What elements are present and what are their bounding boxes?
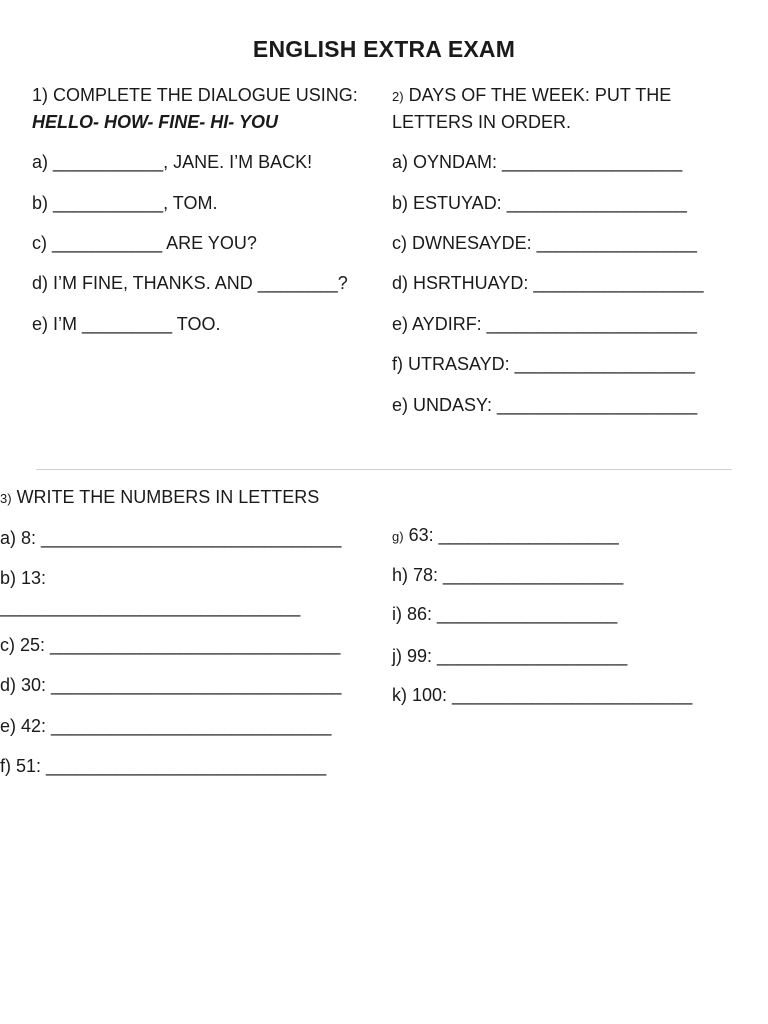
day-item-b: b) ESTUYAD: __________________ (392, 193, 687, 213)
number-item-b: b) 13: (0, 568, 47, 588)
section-2-heading-text: DAYS OF THE WEEK: PUT THE (403, 85, 672, 105)
dialogue-item-a: a) ___________, JANE. I’M BACK! (32, 152, 313, 172)
exam-title: ENGLISH EXTRA EXAM (252, 36, 516, 62)
section-2-number: 2) (392, 89, 404, 104)
section-3-number: 3) (0, 491, 12, 506)
section-1-heading (32, 84, 358, 106)
day-item-c: c) DWNESAYDE: ________________ (392, 233, 697, 253)
section-1-number: 1) (32, 85, 49, 105)
number-item-b-line: ______________________________ (0, 597, 301, 617)
day-item-d: d) HSRTHUAYD: _________________ (392, 273, 704, 293)
number-item-j: j) 99: ___________________ (392, 646, 628, 666)
number-item-e: e) 42: ____________________________ (0, 716, 332, 736)
dialogue-item-e: e) I’M _________ TOO. (32, 314, 221, 334)
number-item-g (392, 524, 619, 548)
number-item-c: c) 25: _____________________________ (0, 635, 341, 655)
day-item-e: e) AYDIRF: _____________________ (392, 314, 697, 334)
number-item-k: k) 100: ________________________ (392, 685, 693, 705)
dialogue-item-b: b) ___________, TOM. (32, 193, 218, 213)
day-item-g: e) UNDASY: ____________________ (392, 395, 698, 415)
number-item-h: h) 78: __________________ (392, 565, 624, 585)
section-2-heading-line2: LETTERS IN ORDER. (392, 112, 572, 132)
section-3-heading-text: WRITE THE NUMBERS IN LETTERS (11, 487, 320, 507)
dialogue-item-d: d) I’M FINE, THANKS. AND ________? (32, 273, 348, 293)
number-item-f: f) 51: ____________________________ (0, 756, 327, 776)
number-item-i: i) 86: __________________ (392, 604, 618, 624)
dialogue-item-c: c) ___________ ARE YOU? (32, 233, 257, 253)
number-item-g-text: 63: __________________ (403, 525, 619, 545)
section-1-word-bank: HELLO- HOW- FINE- HI- YOU (32, 112, 278, 132)
number-item-a: a) 8: ______________________________ (0, 528, 342, 548)
section-1-heading-text: COMPLETE THE DIALOGUE USING: (48, 85, 358, 105)
day-item-a: a) OYNDAM: __________________ (392, 152, 683, 172)
day-item-f: f) UTRASAYD: __________________ (392, 354, 695, 374)
section-divider (36, 469, 732, 470)
section-3-heading (0, 486, 319, 510)
number-item-d: d) 30: _____________________________ (0, 675, 342, 695)
section-2-heading (392, 84, 671, 108)
number-item-g-letter: g) (392, 529, 404, 544)
